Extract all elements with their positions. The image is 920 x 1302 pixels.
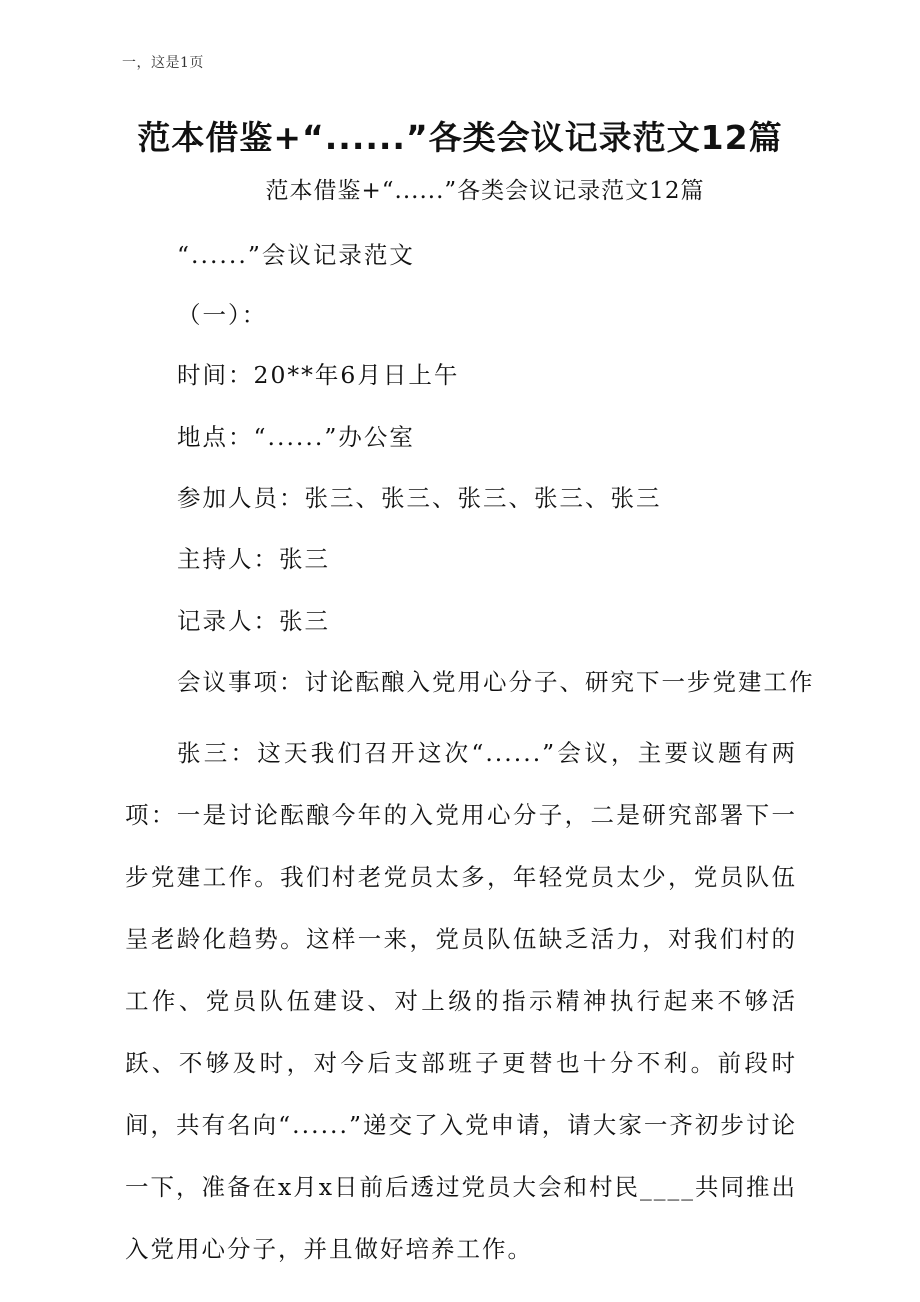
meeting-location: 地点：“......”办公室 <box>177 423 415 451</box>
document-subtitle: 范本借鉴+“......”各类会议记录范文12篇 <box>265 178 705 204</box>
meeting-recorder: 记录人：张三 <box>177 607 330 635</box>
page-header-label: 一，这是1页 <box>122 55 204 71</box>
meeting-attendees: 参加人员：张三、张三、张三、张三、张三 <box>177 484 662 512</box>
meeting-time: 时间：20**年6月日上午 <box>177 361 460 389</box>
section-heading: “......”会议记录范文 <box>177 241 415 269</box>
meeting-agenda: 会议事项：讨论酝酿入党用心分子、研究下一步党建工作 <box>177 668 815 696</box>
speech-paragraph: 张三：这天我们召开这次“......”会议，主要议题有两项：一是讨论酝酿今年的入党用心分子，二是研究部署下一步党建工作。我们村老党员太多，年轻党员太少，党员队伍呈老龄化趋势。这样一来，党员队伍缺乏活力，对我们村的工作、党员队伍建设、对上级的指示精神执行起来不够活跃、不够及时，对今后支部班子更替也十分不利。前段时间，共有名向“......”递交了入党申请，请大家一齐初步讨论一下，准备在x月x日前后透过党员大会和村民____共同推出入党用心分子，并且做好培养工作。 <box>125 739 798 1263</box>
meeting-host: 主持人：张三 <box>177 545 330 573</box>
item-number: （一）： <box>177 301 268 329</box>
document-title: 范本借鉴+“......”各类会议记录范文12篇 <box>137 118 783 157</box>
